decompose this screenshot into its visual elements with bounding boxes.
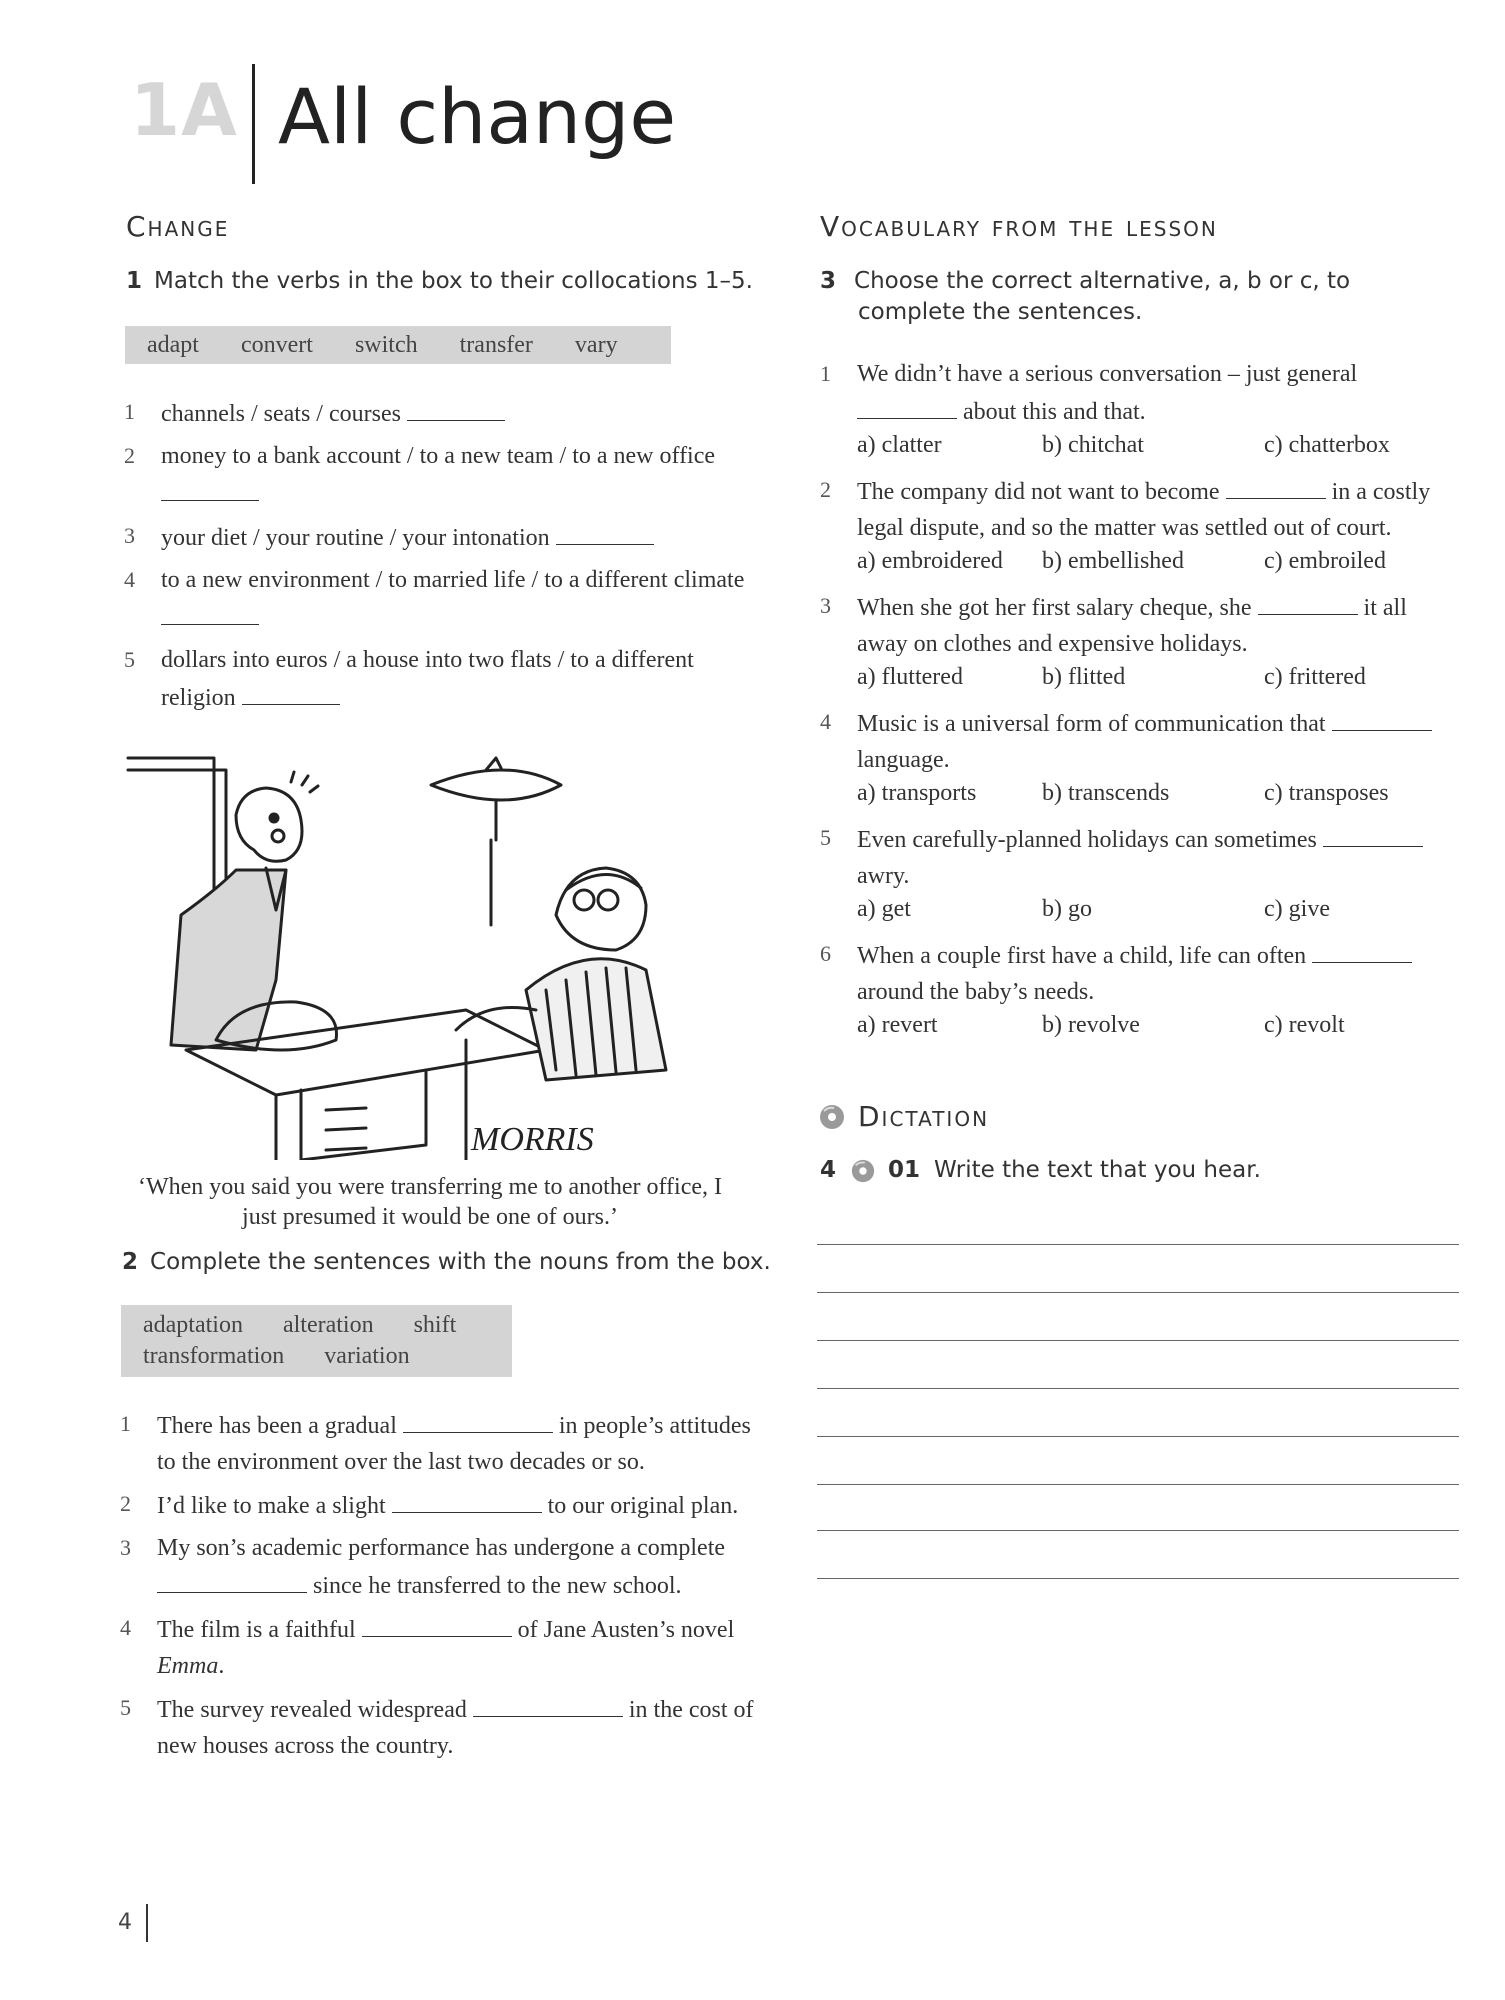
item-text: in people’s attitudes to the environment over the last two decades or so. <box>157 1413 751 1475</box>
item-text: since he transferred to the new school. <box>313 1573 682 1599</box>
list-item <box>124 642 764 716</box>
page-title: All change <box>278 72 677 161</box>
box-word: shift <box>413 1312 457 1338</box>
unit-code: 1A <box>130 68 238 152</box>
exercise-2-instruction <box>122 1247 782 1278</box>
list-item <box>124 394 764 432</box>
item-text: in a costly legal dispute, and so the matter was settled out of court. <box>857 479 1431 541</box>
item-text: Music is a universal form of communication that <box>857 711 1326 737</box>
item-number: 6 <box>820 941 831 966</box>
item-text: When she got her first salary cheque, she <box>857 595 1252 621</box>
item-text: awry. <box>857 863 910 889</box>
section-heading-dictation: Dictation <box>858 1100 990 1133</box>
item-text: in the cost of new houses across the country. <box>157 1697 754 1759</box>
cartoon-caption: ‘When you said you were transferring me to another office, I just presumed it would be one of ours.’ <box>137 1174 722 1230</box>
writing-line[interactable] <box>817 1530 1459 1531</box>
exercise-4-instruction <box>820 1155 1460 1186</box>
option-b[interactable]: b) transcends <box>1042 780 1170 806</box>
answer-blank[interactable] <box>362 1610 512 1637</box>
item-text: I’d like to make a slight <box>157 1493 386 1519</box>
answer-blank[interactable] <box>556 518 654 545</box>
exercise-1-list <box>124 394 764 722</box>
option-b[interactable]: b) revolve <box>1042 1012 1140 1038</box>
item-text: of Jane Austen’s novel <box>517 1617 735 1643</box>
list-item <box>820 820 1460 924</box>
answer-blank[interactable] <box>1332 704 1432 731</box>
list-item <box>120 1406 760 1480</box>
instruction-text: Complete the sentences with the nouns from the box. <box>150 1249 771 1275</box>
writing-line[interactable] <box>817 1292 1459 1293</box>
standing-man <box>171 772 318 1050</box>
item-text: My son’s academic performance has undergone a complete <box>157 1535 726 1561</box>
page-number: 4 <box>118 1910 132 1935</box>
item-text: . <box>218 1653 225 1679</box>
exercise-1-instruction <box>126 266 766 297</box>
option-b[interactable]: b) chitchat <box>1042 432 1144 458</box>
list-item <box>120 1530 760 1604</box>
exercise-3-list <box>820 356 1460 1052</box>
item-text: it all away on clothes and expensive holidays. <box>857 595 1407 657</box>
ceiling-lamp <box>431 758 561 925</box>
option-c[interactable]: c) embroiled <box>1264 548 1386 574</box>
item-text: There has been a gradual <box>157 1413 397 1439</box>
writing-line[interactable] <box>817 1244 1459 1245</box>
seated-man <box>456 868 666 1080</box>
answer-blank[interactable] <box>1323 820 1423 847</box>
item-number: 1 <box>124 399 135 424</box>
item-number: 5 <box>124 647 135 672</box>
answer-blank[interactable] <box>473 1690 623 1717</box>
answer-options <box>857 662 1460 692</box>
option-b[interactable]: b) flitted <box>1042 664 1126 690</box>
answer-blank[interactable] <box>857 392 957 419</box>
item-text: Even carefully-planned holidays can sometimes <box>857 827 1317 853</box>
item-text: language. <box>857 747 950 773</box>
title-divider <box>252 64 255 184</box>
item-number: 4 <box>124 567 135 592</box>
item-text: channels / seats / courses <box>161 401 401 427</box>
item-number: 5 <box>120 1695 131 1720</box>
writing-line[interactable] <box>817 1340 1459 1341</box>
item-number: 5 <box>820 825 831 850</box>
option-a[interactable]: a) clatter <box>857 432 942 458</box>
box-word: variation <box>324 1343 410 1369</box>
item-text: to a new environment / to married life / to a different climate <box>161 567 745 593</box>
option-a[interactable]: a) transports <box>857 780 977 806</box>
answer-options <box>857 546 1460 576</box>
item-text: The survey revealed widespread <box>157 1697 467 1723</box>
box-word: convert <box>240 332 313 358</box>
answer-blank[interactable] <box>161 598 259 625</box>
instruction-text: Write the text that you hear. <box>934 1157 1261 1183</box>
item-number: 2 <box>820 477 831 502</box>
answer-blank[interactable] <box>1312 936 1412 963</box>
list-item <box>820 356 1460 460</box>
item-number: 1 <box>120 1411 131 1436</box>
item-text: When a couple first have a child, life can often <box>857 943 1307 969</box>
item-number: 2 <box>120 1491 131 1516</box>
list-item <box>820 472 1460 576</box>
item-text: The company did not want to become <box>857 479 1220 505</box>
answer-blank[interactable] <box>392 1486 542 1513</box>
list-item <box>820 588 1460 692</box>
item-text: your diet / your routine / your intonation <box>161 525 550 551</box>
box-word: adapt <box>147 332 199 358</box>
answer-blank[interactable] <box>242 678 340 705</box>
item-number: 3 <box>120 1535 131 1560</box>
writing-line[interactable] <box>817 1388 1459 1389</box>
option-c[interactable]: c) chatterbox <box>1264 432 1390 458</box>
exercise-number: 4 <box>820 1157 837 1183</box>
word-box-verbs <box>125 326 671 364</box>
item-number: 4 <box>820 709 831 734</box>
list-item <box>820 704 1460 808</box>
answer-blank[interactable] <box>1226 472 1326 499</box>
box-word: transformation <box>143 1343 285 1369</box>
list-item <box>124 438 764 512</box>
item-text: dollars into euros / a house into two flats / to a different religion <box>161 647 694 711</box>
option-a[interactable]: a) embroidered <box>857 548 1003 574</box>
audio-cd-icon <box>818 1103 846 1131</box>
list-item <box>820 936 1460 1040</box>
box-word: adaptation <box>143 1312 243 1338</box>
novel-title: Emma <box>157 1653 219 1679</box>
item-number: 2 <box>124 443 135 468</box>
answer-options <box>857 1010 1460 1040</box>
option-a[interactable]: a) fluttered <box>857 664 963 690</box>
answer-blank[interactable] <box>157 1566 307 1593</box>
word-box-nouns <box>121 1305 512 1377</box>
option-b[interactable]: b) embellished <box>1042 548 1184 574</box>
option-c[interactable]: c) frittered <box>1264 664 1366 690</box>
audio-cd-icon[interactable] <box>850 1158 876 1184</box>
wall-pipe <box>128 758 226 890</box>
section-heading-vocabulary: Vocabulary from the lesson <box>820 210 1218 243</box>
item-number: 3 <box>124 523 135 548</box>
list-item <box>120 1486 760 1524</box>
item-text: We didn’t have a serious conversation – just general <box>857 361 1358 387</box>
instruction-text: Choose the correct alternative, a, b or c, to complete the sentences. <box>854 268 1351 325</box>
answer-options <box>857 430 1460 460</box>
list-item <box>124 518 764 556</box>
answer-options <box>857 778 1460 808</box>
item-number: 3 <box>820 593 831 618</box>
audio-track-number: 01 <box>888 1157 921 1183</box>
item-text: money to a bank account / to a new team / to a new office <box>161 443 716 469</box>
exercise-number: 1 <box>126 268 143 294</box>
list-item <box>120 1690 760 1764</box>
item-text: around the baby’s needs. <box>857 979 1095 1005</box>
answer-blank[interactable] <box>403 1406 553 1433</box>
option-b[interactable]: b) go <box>1042 896 1092 922</box>
answer-blank[interactable] <box>161 474 259 501</box>
box-word: switch <box>354 332 418 358</box>
cartoonist-signature: MORRIS <box>471 1121 594 1158</box>
answer-options <box>857 894 1460 924</box>
item-number: 1 <box>820 361 831 386</box>
box-word: transfer <box>459 332 533 358</box>
option-a[interactable]: a) get <box>857 896 911 922</box>
exercise-3-instruction <box>820 266 1460 328</box>
item-text: The film is a faithful <box>157 1617 356 1643</box>
list-item <box>124 562 764 636</box>
item-text: to our original plan. <box>547 1493 739 1519</box>
box-word: vary <box>574 332 618 358</box>
writing-line[interactable] <box>817 1436 1459 1437</box>
section-heading-change: Change <box>126 210 230 243</box>
box-word: alteration <box>282 1312 374 1338</box>
exercise-2-list <box>120 1406 760 1770</box>
writing-line[interactable] <box>817 1578 1459 1579</box>
instruction-text: Match the verbs in the box to their collocations 1–5. <box>154 268 753 294</box>
option-a[interactable]: a) revert <box>857 1012 938 1038</box>
writing-line[interactable] <box>817 1484 1459 1485</box>
exercise-number: 2 <box>122 1249 139 1275</box>
option-c[interactable]: c) give <box>1264 896 1330 922</box>
option-c[interactable]: c) revolt <box>1264 1012 1345 1038</box>
exercise-number: 3 <box>820 268 837 294</box>
list-item <box>120 1610 760 1684</box>
cartoon-illustration <box>126 740 686 1160</box>
answer-blank[interactable] <box>1258 588 1358 615</box>
item-number: 4 <box>120 1615 131 1640</box>
answer-blank[interactable] <box>407 394 505 421</box>
item-text: about this and that. <box>963 399 1146 425</box>
option-c[interactable]: c) transposes <box>1264 780 1389 806</box>
page-number-divider <box>146 1904 148 1942</box>
